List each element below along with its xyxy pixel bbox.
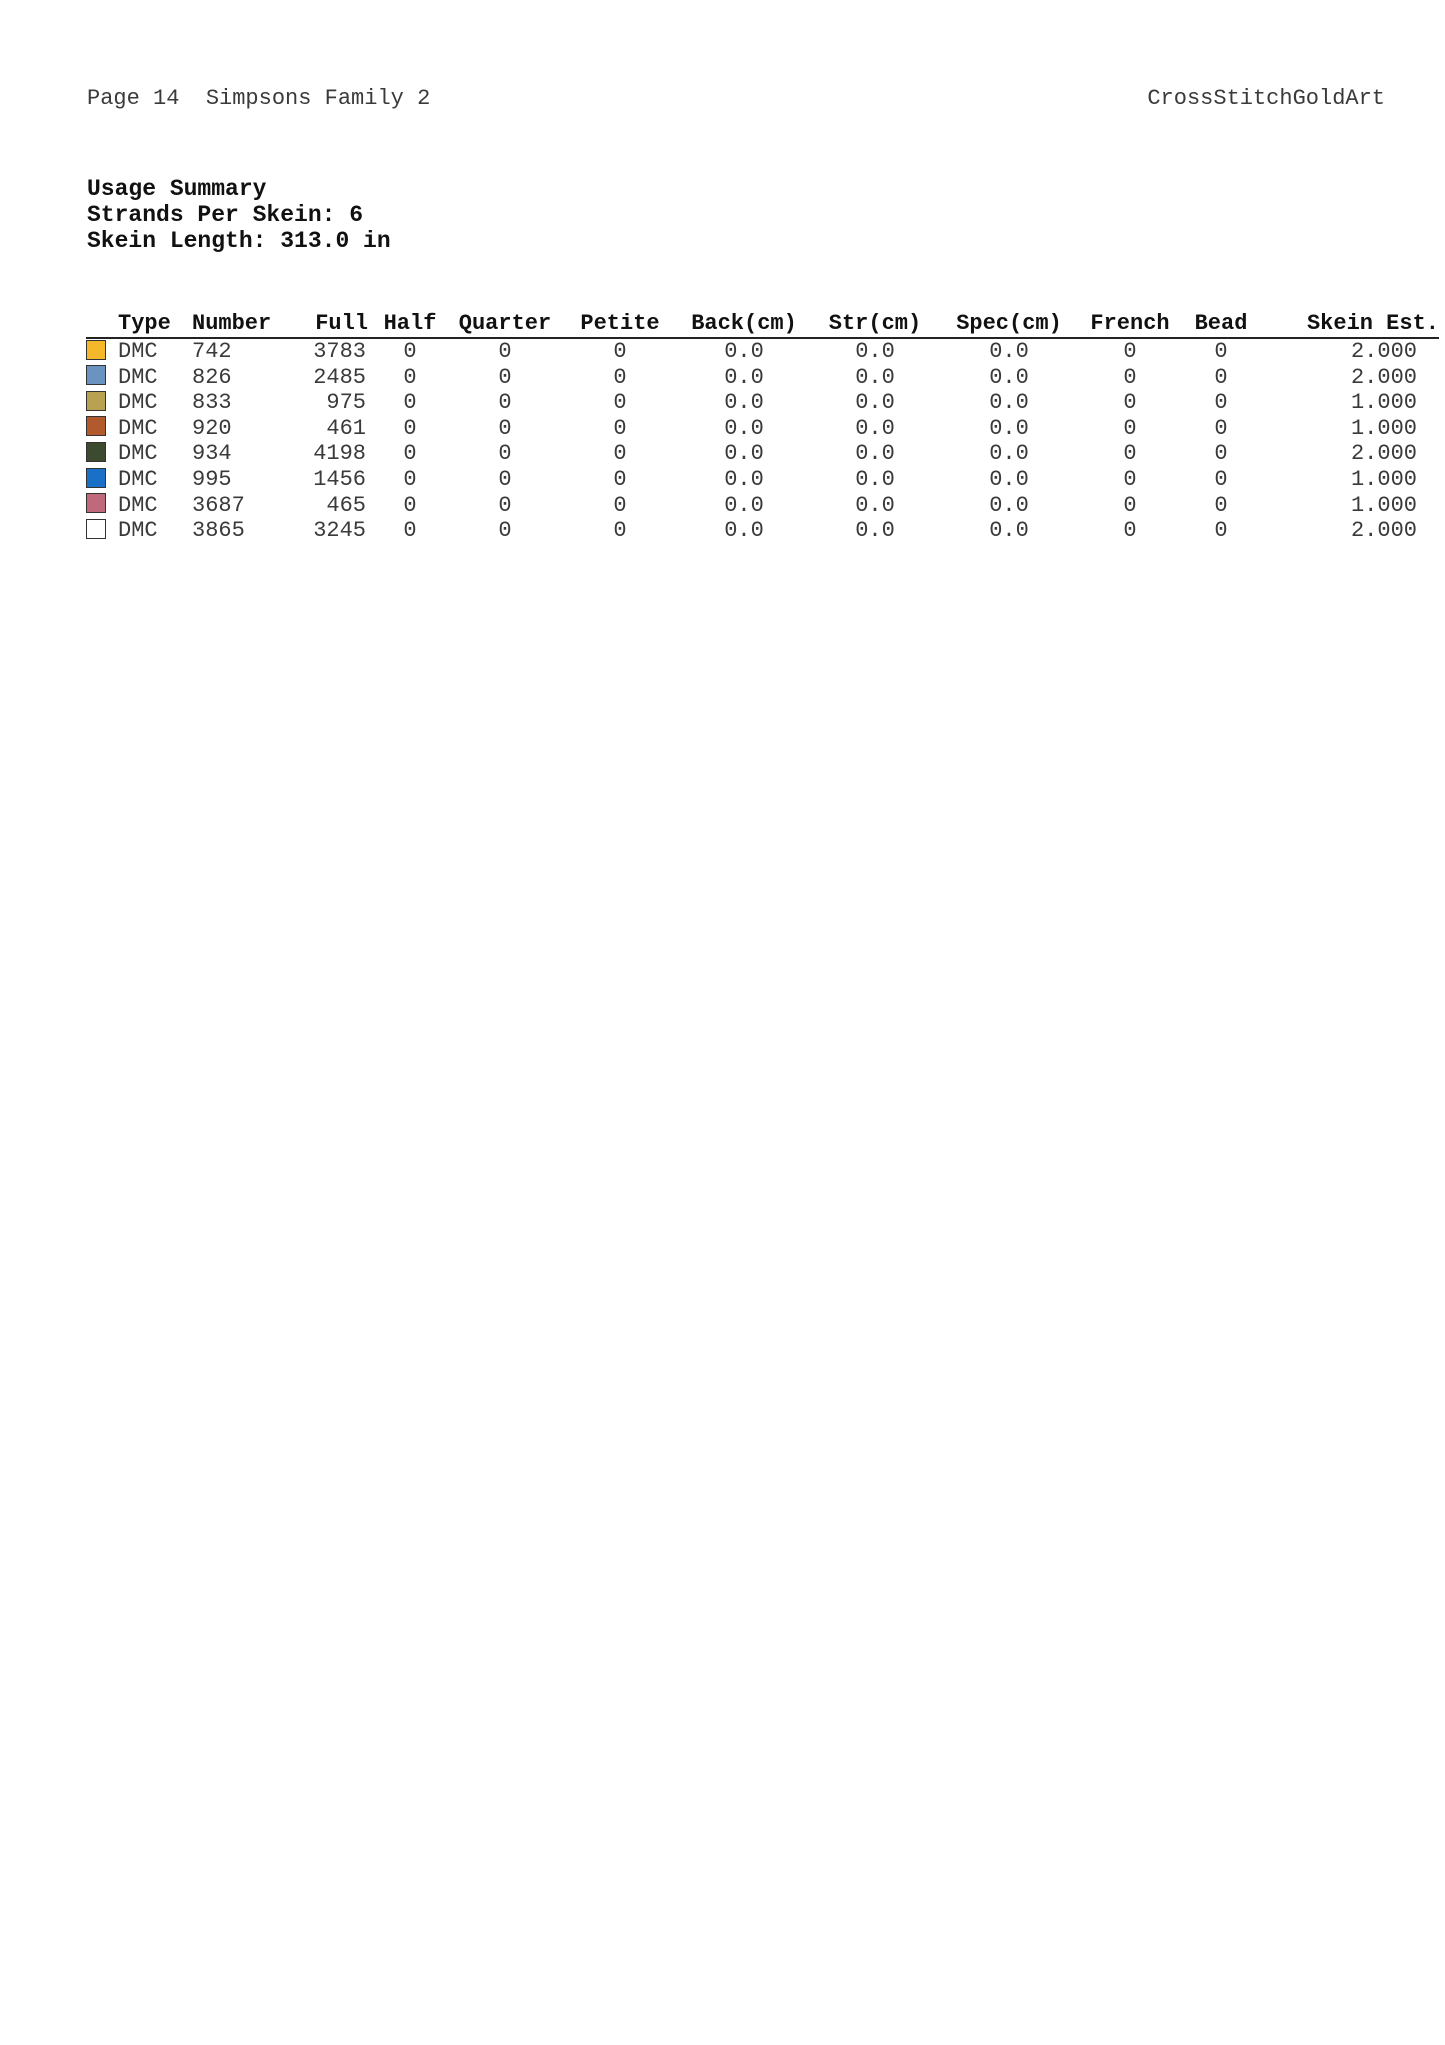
cell-quarter: 0 — [498, 415, 512, 441]
cell-quarter: 0 — [498, 518, 512, 544]
cell-back: 0.0 — [724, 518, 764, 544]
color-swatch — [86, 493, 106, 513]
table-row — [86, 467, 1439, 493]
color-swatch — [86, 468, 106, 488]
cell-number: 934 — [192, 441, 232, 467]
strands-per-skein: Strands Per Skein: 6 — [87, 202, 364, 228]
cell-spec: 0.0 — [989, 466, 1029, 492]
cell-half: 0 — [403, 415, 417, 441]
column-header-str: Str(cm) — [814, 306, 936, 338]
cell-quarter: 0 — [498, 441, 512, 467]
header-row — [86, 306, 1439, 338]
cell-spec: 0.0 — [989, 441, 1029, 467]
cell-str: 0.0 — [855, 466, 895, 492]
cell-bead: 0 — [1214, 441, 1228, 467]
cell-skein-est: 1.000 — [1350, 390, 1417, 416]
cell-french: 0 — [1123, 466, 1137, 492]
cell-petite: 0 — [613, 390, 627, 416]
swatch-column-header — [86, 306, 116, 338]
cell-full: 4198 — [313, 441, 366, 467]
cell-back: 0.0 — [724, 364, 764, 390]
table-row — [86, 518, 1439, 544]
page-header — [87, 86, 1385, 116]
cell-quarter: 0 — [498, 492, 512, 518]
cell-bead: 0 — [1214, 390, 1228, 416]
cell-french: 0 — [1123, 415, 1137, 441]
color-swatch — [86, 340, 106, 360]
column-header-half: Half — [376, 306, 444, 338]
cell-skein-est: 1.000 — [1350, 492, 1417, 518]
swatch-cell — [86, 493, 116, 519]
swatch-cell — [86, 518, 116, 544]
cell-french: 0 — [1123, 339, 1137, 364]
cell-number: 826 — [192, 364, 232, 390]
cell-spec: 0.0 — [989, 492, 1029, 518]
cell-skein-est: 2.000 — [1350, 339, 1417, 364]
cell-back: 0.0 — [724, 339, 764, 364]
usage-table-body — [86, 338, 1439, 544]
pattern-title: Simpsons Family 2 — [205, 86, 431, 111]
cell-number: 920 — [192, 415, 232, 441]
table-row — [86, 338, 1439, 365]
table-row — [86, 365, 1439, 391]
cell-full: 3245 — [313, 518, 366, 544]
cell-number: 833 — [192, 390, 232, 416]
cell-skein-est: 2.000 — [1350, 518, 1417, 544]
cell-number: 742 — [192, 339, 232, 364]
cell-spec: 0.0 — [989, 339, 1029, 364]
color-swatch — [86, 365, 106, 385]
cell-back: 0.0 — [724, 492, 764, 518]
table-row — [86, 493, 1439, 519]
cell-half: 0 — [403, 339, 417, 364]
cell-full: 1456 — [313, 466, 366, 492]
cell-half: 0 — [403, 364, 417, 390]
cell-skein-est: 1.000 — [1350, 415, 1417, 441]
usage-summary-title: Usage Summary — [87, 176, 267, 202]
cell-str: 0.0 — [855, 364, 895, 390]
column-header-skein-est: Skein Est. — [1264, 306, 1439, 338]
cell-french: 0 — [1123, 364, 1137, 390]
cell-str: 0.0 — [855, 441, 895, 467]
column-header-bead: Bead — [1178, 306, 1264, 338]
cell-petite: 0 — [613, 364, 627, 390]
color-swatch — [86, 391, 106, 411]
column-header-type: Type — [116, 306, 192, 338]
cell-petite: 0 — [613, 466, 627, 492]
column-header-quarter: Quarter — [444, 306, 566, 338]
cell-back: 0.0 — [724, 415, 764, 441]
column-header-number: Number — [192, 306, 284, 338]
cell-full: 461 — [326, 415, 366, 441]
cell-full: 3783 — [313, 339, 366, 364]
cell-half: 0 — [403, 441, 417, 467]
cell-skein-est: 2.000 — [1350, 441, 1417, 467]
cell-bead: 0 — [1214, 466, 1228, 492]
cell-petite: 0 — [613, 415, 627, 441]
cell-type: DMC — [118, 466, 158, 492]
cell-spec: 0.0 — [989, 415, 1029, 441]
cell-skein-est: 2.000 — [1350, 364, 1417, 390]
cell-petite: 0 — [613, 339, 627, 364]
color-swatch — [86, 519, 106, 539]
cell-full: 465 — [326, 492, 366, 518]
swatch-cell — [86, 441, 116, 467]
cell-number: 3865 — [192, 518, 245, 544]
table-row — [86, 416, 1439, 442]
color-swatch — [86, 416, 106, 436]
cell-type: DMC — [118, 415, 158, 441]
usage-summary-block — [87, 176, 391, 254]
column-header-spec: Spec(cm) — [936, 306, 1082, 338]
cell-back: 0.0 — [724, 441, 764, 467]
cell-quarter: 0 — [498, 339, 512, 364]
cell-bead: 0 — [1214, 364, 1228, 390]
cell-spec: 0.0 — [989, 518, 1029, 544]
column-header-french: French — [1082, 306, 1178, 338]
cell-french: 0 — [1123, 390, 1137, 416]
table-row — [86, 390, 1439, 416]
swatch-cell — [86, 390, 116, 416]
swatch-cell — [86, 416, 116, 442]
cell-full: 2485 — [313, 364, 366, 390]
page-number: Page 14 — [87, 86, 180, 111]
cell-str: 0.0 — [855, 492, 895, 518]
table-row — [86, 441, 1439, 467]
cell-half: 0 — [403, 390, 417, 416]
cell-spec: 0.0 — [989, 364, 1029, 390]
cell-french: 0 — [1123, 441, 1137, 467]
cell-petite: 0 — [613, 441, 627, 467]
cell-bead: 0 — [1214, 492, 1228, 518]
cell-petite: 0 — [613, 492, 627, 518]
cell-type: DMC — [118, 390, 158, 416]
cell-skein-est: 1.000 — [1350, 466, 1417, 492]
cell-quarter: 0 — [498, 364, 512, 390]
cell-french: 0 — [1123, 492, 1137, 518]
swatch-cell — [86, 365, 116, 391]
swatch-cell — [86, 338, 116, 365]
skein-length: Skein Length: 313.0 in — [87, 228, 391, 254]
cell-french: 0 — [1123, 518, 1137, 544]
color-swatch — [86, 442, 106, 462]
column-header-full: Full — [284, 306, 376, 338]
cell-type: DMC — [118, 364, 158, 390]
cell-bead: 0 — [1214, 518, 1228, 544]
cell-bead: 0 — [1214, 415, 1228, 441]
cell-number: 995 — [192, 466, 232, 492]
cell-half: 0 — [403, 518, 417, 544]
cell-str: 0.0 — [855, 518, 895, 544]
column-header-petite: Petite — [566, 306, 674, 338]
cell-str: 0.0 — [855, 415, 895, 441]
cell-bead: 0 — [1214, 339, 1228, 364]
cell-type: DMC — [118, 492, 158, 518]
column-header-back: Back(cm) — [674, 306, 814, 338]
brand-name: CrossStitchGoldArt — [1147, 86, 1385, 111]
cell-str: 0.0 — [855, 390, 895, 416]
usage-table-header — [86, 306, 1439, 338]
header-left — [87, 86, 430, 111]
cell-number: 3687 — [192, 492, 245, 518]
cell-petite: 0 — [613, 518, 627, 544]
usage-table — [86, 306, 1439, 544]
cell-back: 0.0 — [724, 390, 764, 416]
swatch-cell — [86, 467, 116, 493]
cell-back: 0.0 — [724, 466, 764, 492]
cell-full: 975 — [326, 390, 366, 416]
cell-quarter: 0 — [498, 466, 512, 492]
cell-half: 0 — [403, 466, 417, 492]
cell-type: DMC — [118, 518, 158, 544]
cell-quarter: 0 — [498, 390, 512, 416]
cell-str: 0.0 — [855, 339, 895, 364]
cell-spec: 0.0 — [989, 390, 1029, 416]
cell-type: DMC — [118, 339, 158, 364]
cell-type: DMC — [118, 441, 158, 467]
cell-half: 0 — [403, 492, 417, 518]
